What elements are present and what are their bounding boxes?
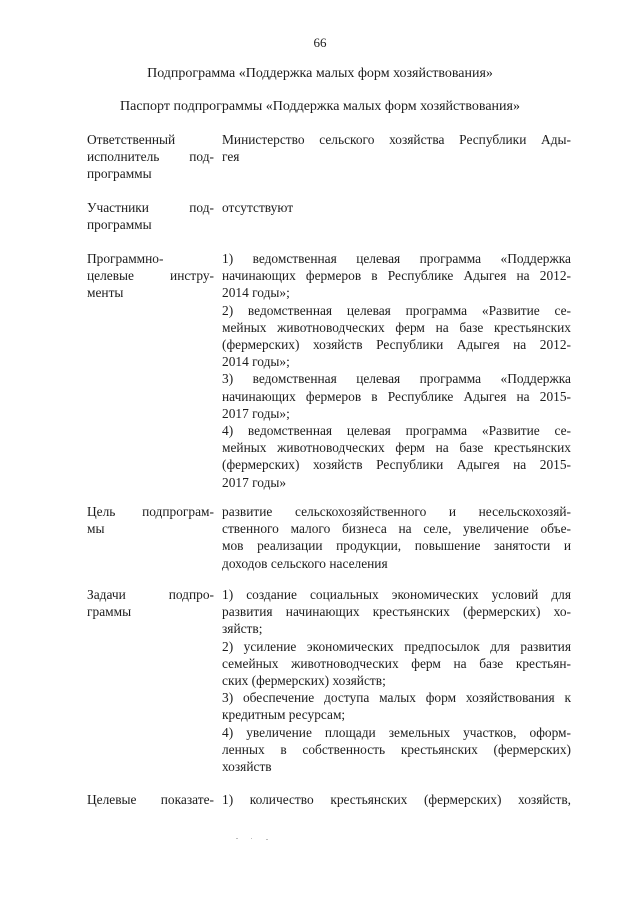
row-label-line: Программно- bbox=[87, 251, 164, 266]
row-value bbox=[222, 586, 571, 775]
row-value-line: 2017 годы» bbox=[222, 474, 287, 490]
scan-speck bbox=[266, 839, 268, 840]
row-value bbox=[222, 250, 571, 491]
row-label-line: Цель подпрограм- bbox=[87, 504, 214, 519]
scan-speck bbox=[251, 838, 252, 839]
row-value-line: ственного малого бизнеса на селе, увеличение объе- bbox=[222, 521, 571, 537]
row-value-line: 2014 годы»; bbox=[222, 285, 290, 301]
row-value-line: ских (фермерских) хозяйств; bbox=[222, 673, 386, 689]
row-value-line: хозяйств bbox=[222, 759, 272, 775]
row-label-line: Целевые показате- bbox=[87, 792, 214, 807]
row-label bbox=[87, 131, 214, 183]
row-value-line: гея bbox=[222, 149, 240, 165]
row-label-line: целевые инстру- bbox=[87, 268, 214, 284]
row-value bbox=[222, 131, 571, 165]
row-value-line: мейных животноводческих ферм на базе крестьянских bbox=[222, 319, 571, 335]
row-value-line: 2014 годы»; bbox=[222, 354, 290, 370]
row-value-line: мов реализации продукции, повышение занятости и bbox=[222, 538, 571, 554]
row-value-line: отсутствуют bbox=[222, 200, 294, 215]
row-label-line: Ответственный bbox=[87, 132, 176, 147]
row-value-line: 2) ведомственная целевая программа «Развитие се- bbox=[222, 302, 571, 318]
row-value bbox=[222, 791, 571, 808]
row-label bbox=[87, 586, 214, 620]
row-value-line: начинающих фермеров в Республике Адыгея на 2012- bbox=[222, 268, 571, 284]
row-value-line: 4) ведомственная целевая программа «Развитие се- bbox=[222, 423, 571, 439]
row-label-line: менты bbox=[87, 285, 124, 301]
row-value-line: 3) обеспечение доступа малых форм хозяйствования к bbox=[222, 690, 571, 706]
row-label bbox=[87, 503, 214, 537]
row-value-line: 1) количество крестьянских (фермерских) хозяйств, bbox=[222, 792, 571, 807]
passport-subtitle: Паспорт подпрограммы «Поддержка малых форм хозяйствования» bbox=[120, 99, 520, 114]
row-label-line: исполнитель под- bbox=[87, 149, 214, 165]
row-value-line: начинающих фермеров в Республике Адыгея на 2015- bbox=[222, 388, 571, 404]
row-value-line: зяйств; bbox=[222, 621, 263, 637]
row-value-line: Министерство сельского хозяйства Республики Ады- bbox=[222, 132, 571, 147]
row-value-line: семейных животноводческих ферм на базе крестьян- bbox=[222, 655, 571, 671]
page-title: Подпрограмма «Поддержка малых форм хозяйствования» bbox=[147, 66, 493, 81]
row-label bbox=[87, 250, 214, 302]
row-value-line: развитие сельскохозяйственного и несельскохозяй- bbox=[222, 504, 571, 519]
row-value bbox=[222, 199, 571, 216]
row-value-line: 4) увеличение площади земельных участков, оформ- bbox=[222, 724, 571, 740]
row-label-line: Участники под- bbox=[87, 200, 214, 215]
row-label-line: мы bbox=[87, 521, 105, 537]
row-value-line: доходов сельского населения bbox=[222, 555, 388, 571]
row-value-line: ленных в собственность крестьянских (фермерских) bbox=[222, 741, 571, 757]
row-value-line: (фермерских) хозяйств Республики Адыгея на 2015- bbox=[222, 457, 571, 473]
row-value-line: 2017 годы»; bbox=[222, 405, 290, 421]
row-label-line: граммы bbox=[87, 604, 132, 620]
row-value-line: мейных животноводческих ферм на базе крестьянских bbox=[222, 440, 571, 456]
row-label-line: программы bbox=[87, 166, 152, 182]
row-label-line: Задачи подпро- bbox=[87, 587, 214, 602]
row-value-line: 2) усиление экономических предпосылок для развития bbox=[222, 638, 571, 654]
row-value-line: кредитным ресурсам; bbox=[222, 707, 346, 723]
scan-speck bbox=[236, 838, 238, 839]
row-value-line: развития начинающих крестьянских (фермерских) хо- bbox=[222, 604, 571, 620]
row-value-line: 3) ведомственная целевая программа «Поддержка bbox=[222, 371, 571, 387]
row-value-line: (фермерских) хозяйств Республики Адыгея на 2012- bbox=[222, 337, 571, 353]
page-number: 66 bbox=[313, 35, 327, 50]
row-label bbox=[87, 199, 214, 233]
row-value-line: 1) ведомственная целевая программа «Поддержка bbox=[222, 251, 571, 266]
row-label-line: программы bbox=[87, 217, 152, 233]
row-value-line: 1) создание социальных экономических условий для bbox=[222, 587, 571, 602]
row-label bbox=[87, 791, 214, 808]
row-value bbox=[222, 503, 571, 572]
